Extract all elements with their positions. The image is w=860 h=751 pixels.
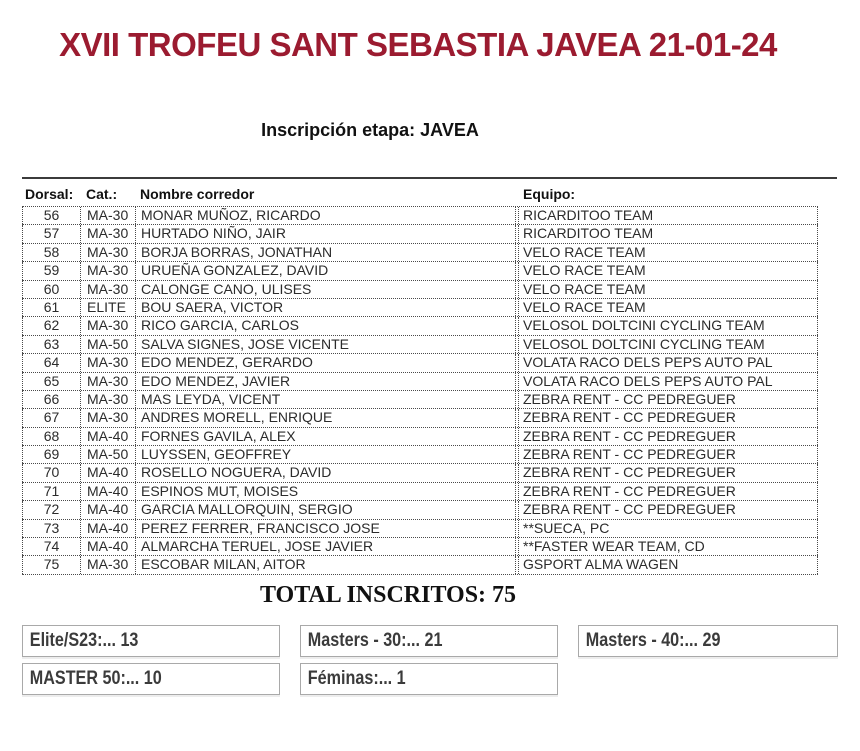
row-team: VELO RACE TEAM	[518, 281, 818, 298]
row-category: MA-30	[80, 281, 135, 298]
row-dorsal: 56	[22, 207, 80, 224]
row-team: VELOSOL DOLTCINI CYCLING TEAM	[518, 317, 818, 334]
row-dorsal: 70	[22, 464, 80, 481]
row-team: ZEBRA RENT - CC PEDREGUER	[518, 391, 818, 408]
row-dorsal: 65	[22, 373, 80, 390]
row-team: **SUECA, PC	[518, 520, 818, 537]
table-row	[22, 354, 818, 372]
row-rider-name: RICO GARCIA, CARLOS	[135, 317, 516, 334]
row-rider-name: EDO MENDEZ, JAVIER	[135, 373, 516, 390]
event-title: XVII TROFEU SANT SEBASTIA JAVEA 21-01-24	[59, 26, 777, 63]
row-rider-name: ROSELLO NOGUERA, DAVID	[135, 464, 516, 481]
row-category: MA-30	[80, 317, 135, 334]
stage-subtitle: Inscripción etapa: JAVEA	[261, 120, 479, 140]
row-dorsal: 68	[22, 428, 80, 445]
table-row	[22, 281, 818, 299]
row-team: ZEBRA RENT - CC PEDREGUER	[518, 501, 818, 518]
row-category: MA-30	[80, 225, 135, 242]
row-category: MA-30	[80, 207, 135, 224]
row-team: VOLATA RACO DELS PEPS AUTO PAL	[518, 354, 818, 371]
table-row	[22, 556, 818, 574]
row-category: MA-40	[80, 483, 135, 500]
row-category: MA-50	[80, 336, 135, 353]
row-team: VELO RACE TEAM	[518, 299, 818, 316]
row-team: ZEBRA RENT - CC PEDREGUER	[518, 446, 818, 463]
row-rider-name: PEREZ FERRER, FRANCISCO JOSE	[135, 520, 516, 537]
table-row	[22, 244, 818, 262]
header-rule	[22, 177, 837, 179]
row-dorsal: 60	[22, 281, 80, 298]
row-category: MA-30	[80, 556, 135, 573]
row-dorsal: 67	[22, 409, 80, 426]
row-team: VELO RACE TEAM	[518, 244, 818, 261]
row-dorsal: 72	[22, 501, 80, 518]
row-rider-name: SALVA SIGNES, JOSE VICENTE	[135, 336, 516, 353]
summary-box-label: MASTER 50:... 10	[29, 668, 162, 689]
row-team: RICARDITOO TEAM	[518, 207, 818, 224]
row-dorsal: 73	[22, 520, 80, 537]
row-rider-name: MONAR MUÑOZ, RICARDO	[135, 207, 516, 224]
table-row	[22, 336, 818, 354]
table-row	[22, 299, 818, 317]
row-team: VOLATA RACO DELS PEPS AUTO PAL	[518, 373, 818, 390]
row-team: ZEBRA RENT - CC PEDREGUER	[518, 483, 818, 500]
table-row	[22, 373, 818, 391]
column-header-equipo: Equipo:	[523, 186, 576, 202]
row-team: ZEBRA RENT - CC PEDREGUER	[518, 428, 818, 445]
summary-box	[22, 625, 280, 657]
column-header-nombre: Nombre corredor	[140, 186, 255, 202]
row-dorsal: 66	[22, 391, 80, 408]
row-rider-name: BORJA BORRAS, JONATHAN	[135, 244, 516, 261]
table-row	[22, 409, 818, 427]
row-team: **FASTER WEAR TEAM, CD	[518, 538, 818, 555]
summary-box	[300, 663, 558, 695]
row-rider-name: HURTADO NIÑO, JAIR	[135, 225, 516, 242]
table-row	[22, 464, 818, 482]
summary-box	[22, 663, 280, 695]
row-category: MA-40	[80, 428, 135, 445]
table-row	[22, 207, 818, 225]
summary-box-label: Elite/S23:... 13	[29, 630, 139, 651]
summary-box	[578, 625, 838, 657]
row-dorsal: 74	[22, 538, 80, 555]
column-header-cat: Cat.:	[86, 186, 118, 202]
row-dorsal: 59	[22, 262, 80, 279]
summary-box-label: Masters - 30:... 21	[307, 630, 443, 651]
row-team: ZEBRA RENT - CC PEDREGUER	[518, 464, 818, 481]
row-dorsal: 63	[22, 336, 80, 353]
column-header-dorsal: Dorsal:	[25, 186, 74, 202]
row-dorsal: 62	[22, 317, 80, 334]
summary-box-label: Féminas:... 1	[307, 668, 406, 689]
table-row	[22, 520, 818, 538]
row-category: MA-30	[80, 373, 135, 390]
row-rider-name: EDO MENDEZ, GERARDO	[135, 354, 516, 371]
riders-table	[22, 206, 818, 575]
table-row	[22, 501, 818, 519]
row-rider-name: LUYSSEN, GEOFFREY	[135, 446, 516, 463]
summary-box	[300, 625, 558, 657]
row-category: MA-30	[80, 354, 135, 371]
row-category: MA-30	[80, 244, 135, 261]
row-dorsal: 71	[22, 483, 80, 500]
row-team: RICARDITOO TEAM	[518, 225, 818, 242]
row-team: ZEBRA RENT - CC PEDREGUER	[518, 409, 818, 426]
row-category: MA-40	[80, 464, 135, 481]
table-header-row	[22, 185, 818, 203]
table-row	[22, 391, 818, 409]
row-dorsal: 75	[22, 556, 80, 573]
row-category: MA-50	[80, 446, 135, 463]
row-team: GSPORT ALMA WAGEN	[518, 556, 818, 573]
row-category: ELITE	[80, 299, 135, 316]
row-rider-name: ANDRES MORELL, ENRIQUE	[135, 409, 516, 426]
row-dorsal: 57	[22, 225, 80, 242]
row-category: MA-40	[80, 520, 135, 537]
total-inscritos: TOTAL INSCRITOS: 75	[259, 582, 517, 608]
row-team: VELOSOL DOLTCINI CYCLING TEAM	[518, 336, 818, 353]
table-row	[22, 483, 818, 501]
row-rider-name: ESCOBAR MILAN, AITOR	[135, 556, 516, 573]
row-rider-name: GARCIA MALLORQUIN, SERGIO	[135, 501, 516, 518]
table-row	[22, 225, 818, 243]
summary-box-label: Masters - 40:... 29	[585, 630, 721, 651]
row-rider-name: MAS LEYDA, VICENT	[135, 391, 516, 408]
row-rider-name: CALONGE CANO, ULISES	[135, 281, 516, 298]
row-category: MA-40	[80, 538, 135, 555]
row-category: MA-30	[80, 409, 135, 426]
row-dorsal: 69	[22, 446, 80, 463]
row-rider-name: ALMARCHA TERUEL, JOSE JAVIER	[135, 538, 516, 555]
table-row	[22, 538, 818, 556]
row-category: MA-30	[80, 262, 135, 279]
table-row	[22, 428, 818, 446]
row-rider-name: URUEÑA GONZALEZ, DAVID	[135, 262, 516, 279]
row-team: VELO RACE TEAM	[518, 262, 818, 279]
category-summary	[22, 625, 838, 695]
row-dorsal: 61	[22, 299, 80, 316]
row-dorsal: 58	[22, 244, 80, 261]
row-rider-name: ESPINOS MUT, MOISES	[135, 483, 516, 500]
row-category: MA-40	[80, 501, 135, 518]
table-row	[22, 317, 818, 335]
row-rider-name: BOU SAERA, VICTOR	[135, 299, 516, 316]
row-dorsal: 64	[22, 354, 80, 371]
table-row	[22, 262, 818, 280]
table-row	[22, 446, 818, 464]
row-category: MA-30	[80, 391, 135, 408]
row-rider-name: FORNES GAVILA, ALEX	[135, 428, 516, 445]
